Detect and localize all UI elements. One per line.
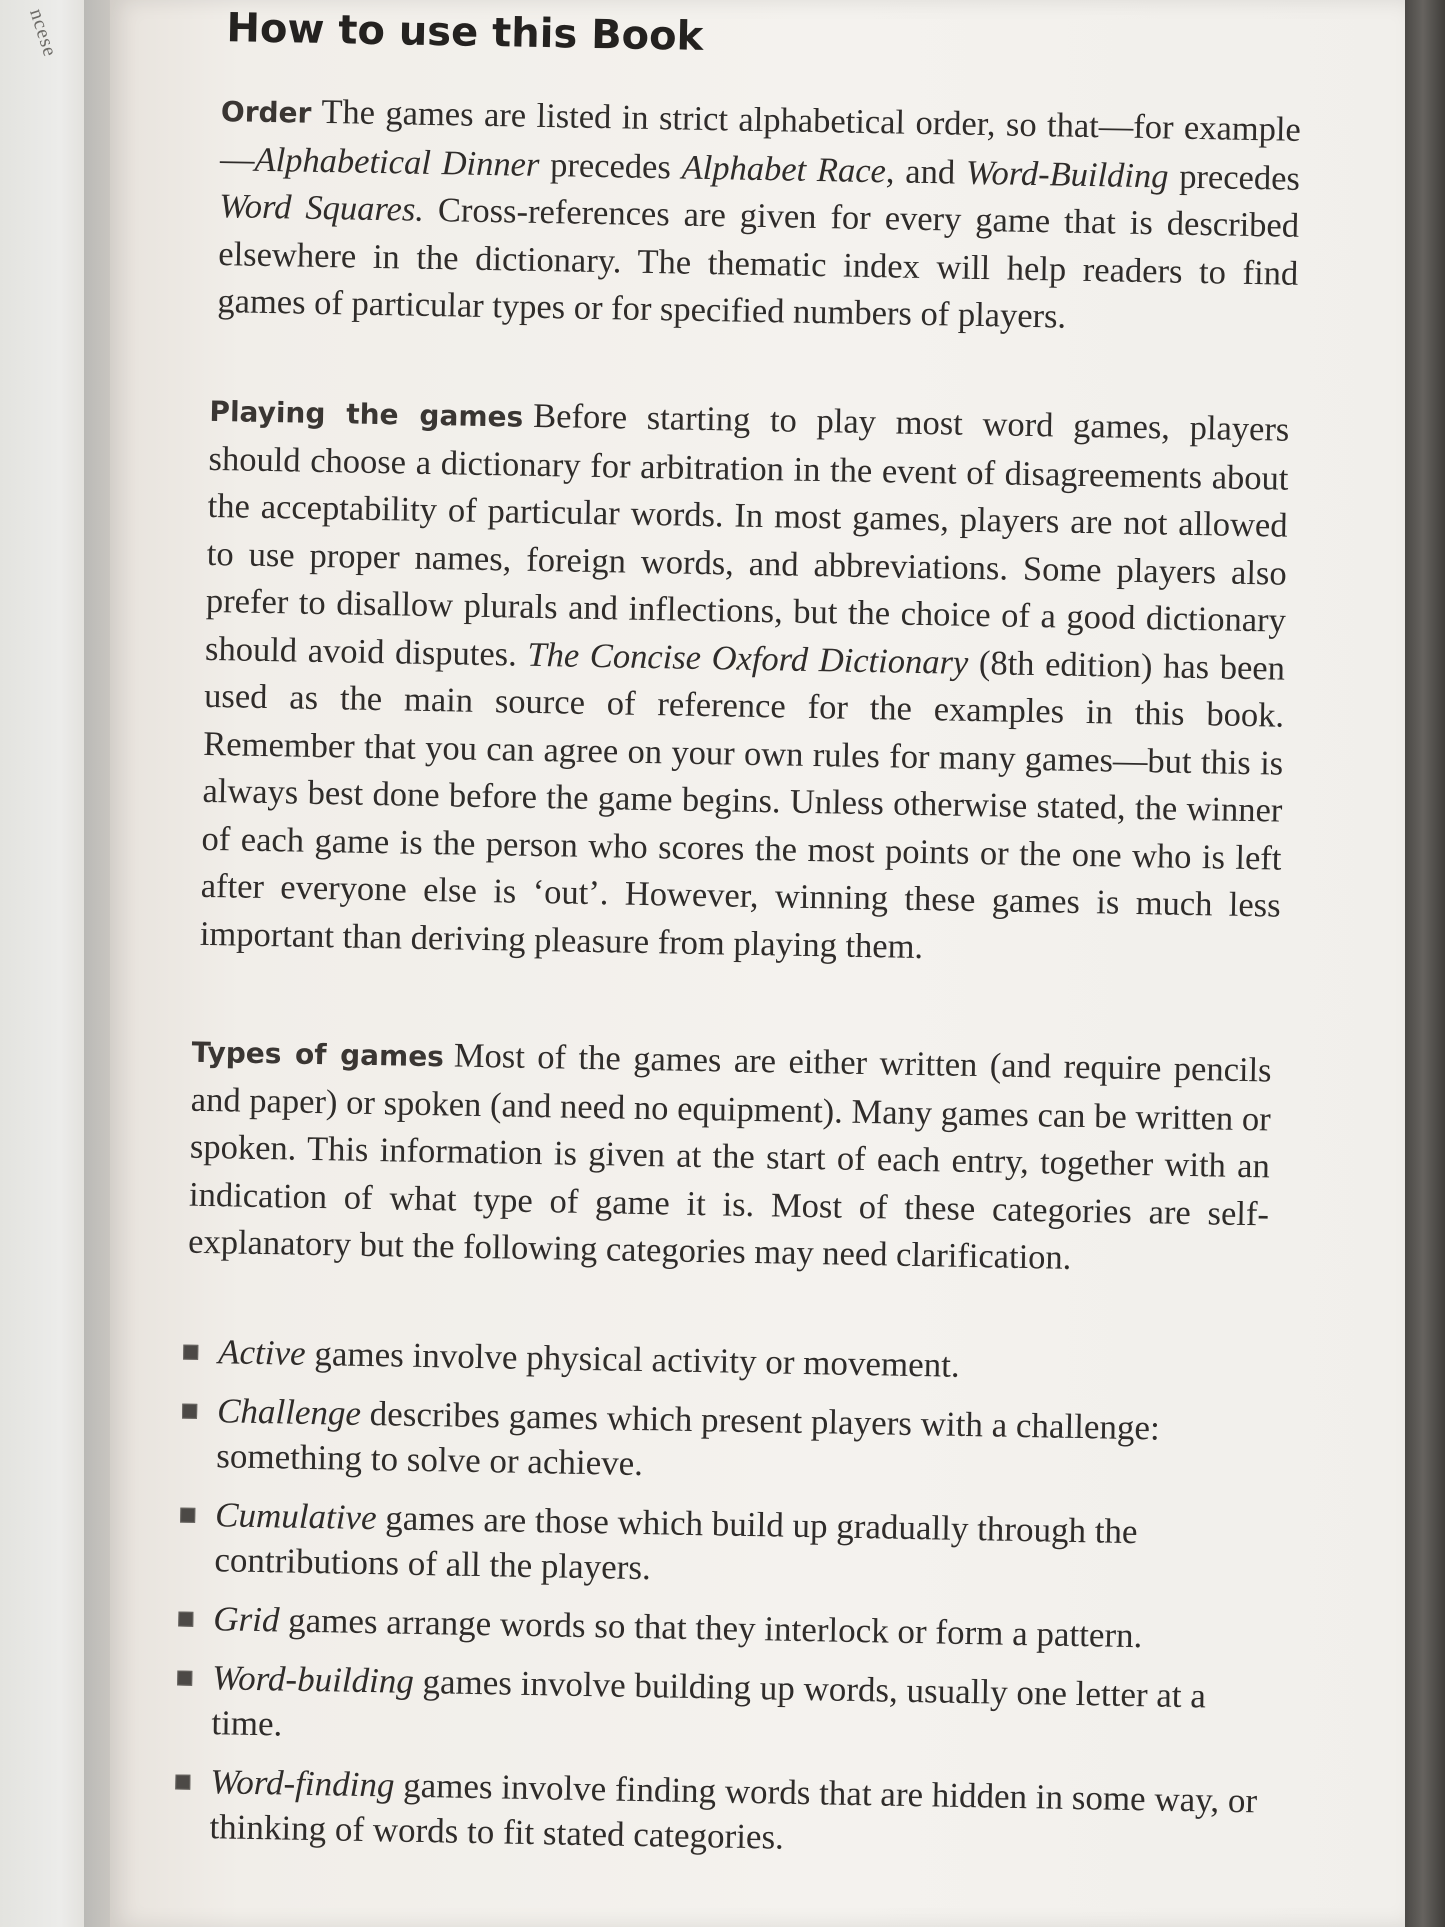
game-type-description: games are those which build up gradually through the contributions of all the players.: [214, 1498, 1138, 1588]
game-type-description: games involve finding words that are hidden in some way, or thinking of words to fit stated categories.: [209, 1765, 1258, 1857]
section-text: precedes: [539, 145, 682, 187]
section-types-of-games: [188, 1028, 1272, 1286]
section-text: (8th edition) has been used as the main source of reference for the examples in this book. Remember that you can agree on your own rules for many games—but this is always best done before the game begins. Unless otherwise stated, the winner of each game is the person who scores the most points or the one who is left after everyone else is ‘out’. However, winning these games is much less important than deriving pleasure from playing them.: [199, 643, 1286, 966]
game-type-list: [174, 1329, 1279, 1883]
game-type-term: Cumulative: [214, 1495, 377, 1538]
section-heading: Playing the games: [209, 394, 524, 434]
game-type-description: games involve physical activity or movement.: [305, 1333, 961, 1385]
book-page: [110, 0, 1405, 1927]
facing-page-text-fragment: ncese: [25, 6, 62, 60]
game-type-term: Active: [217, 1332, 307, 1373]
section-text: Cross-references are given for every game that is described elsewhere in the dictionary. The thematic index will help readers to find games of particular types or for specified numbers of players.: [217, 190, 1300, 336]
list-item: [183, 1329, 1279, 1394]
square-bullet-icon: [175, 1775, 190, 1790]
game-title: Alphabet Race: [681, 148, 887, 190]
section-text: The games are listed in strict alphabetical order, so that—for example—: [219, 92, 1302, 179]
game-title: Word-Building: [965, 153, 1169, 195]
square-bullet-icon: [177, 1671, 192, 1686]
section-text: Before starting to play most word games, players should choose a dictionary for arbitration in the event of disagreements about the acceptability of particular words. In most games, players are not allowed to use proper names, foreign words, and abbreviations. Some players also prefer to disallow plurals and inflections, but the choice of a good dictionary should avoid disputes.: [204, 396, 1290, 674]
list-item: [174, 1759, 1270, 1869]
square-bullet-icon: [178, 1612, 193, 1627]
list-item: [179, 1492, 1275, 1602]
section-playing-the-games: [199, 387, 1289, 978]
game-type-term: Word-finding: [210, 1762, 395, 1805]
square-bullet-icon: [182, 1404, 197, 1419]
section-text: precedes: [1168, 156, 1301, 198]
list-item: [176, 1655, 1272, 1765]
game-type-term: Challenge: [216, 1391, 362, 1433]
list-item: [178, 1596, 1274, 1661]
section-text: , and: [885, 151, 967, 192]
section-text: Most of the games are either written (and require pencils and paper) or spoken (and need no equipment). Many games can be written or spoken. This information is given at the start of each entry, together with an indication of what type of game it is. Most of these categories are self-explanatory but the following categories may need clarification.: [187, 1036, 1272, 1277]
section-order: [217, 87, 1301, 345]
list-item: [181, 1388, 1277, 1498]
page-title: How to use this Book: [226, 5, 704, 60]
square-bullet-icon: [180, 1508, 195, 1523]
section-heading: Types of games: [191, 1035, 445, 1074]
game-type-term: Word-building: [211, 1658, 415, 1701]
game-type-description: describes games which present players with a challenge: something to solve or achieve.: [215, 1393, 1161, 1484]
game-type-term: Grid: [212, 1599, 280, 1640]
game-title: Alphabetical Dinner: [254, 140, 540, 184]
game-type-description: games involve building up words, usually one letter at a time.: [211, 1661, 1207, 1744]
page-content: [163, 0, 1378, 1857]
game-type-description: games arrange words so that they interlock or form a pattern.: [279, 1600, 1143, 1656]
book-title: The Concise Oxford Dictionary: [527, 635, 969, 682]
square-bullet-icon: [183, 1345, 198, 1360]
game-title: Word Squares.: [218, 187, 425, 229]
table-surface: [1405, 0, 1445, 1927]
section-heading: Order: [220, 95, 312, 130]
